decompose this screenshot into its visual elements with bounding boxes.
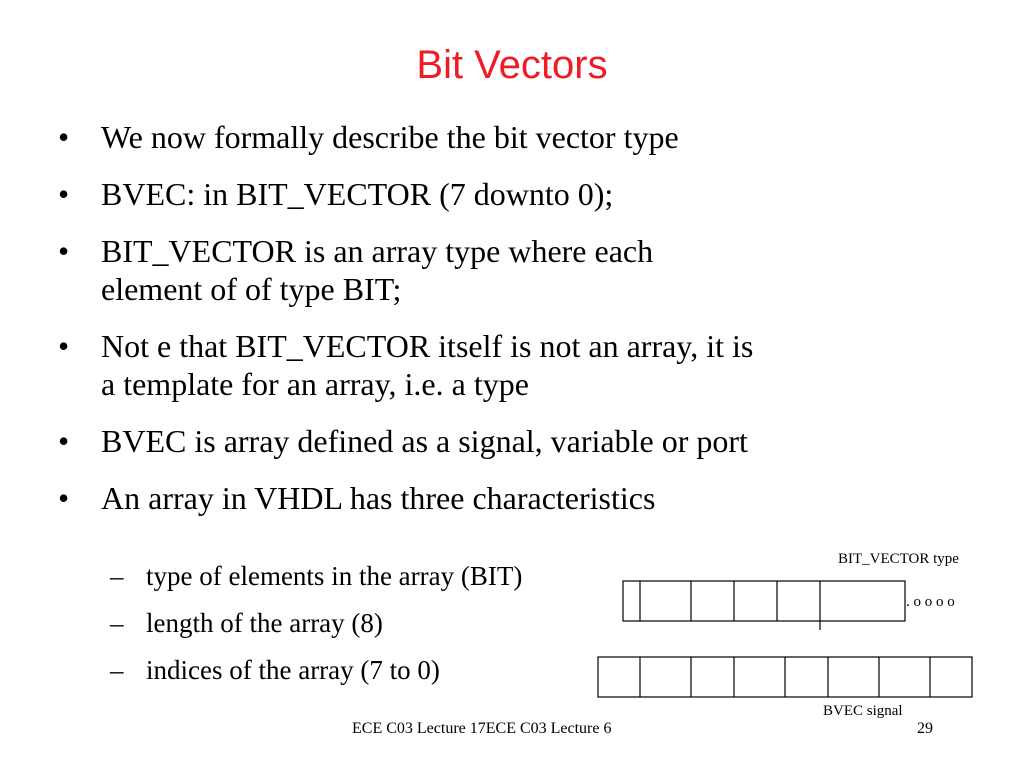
bullet-item [58, 479, 958, 517]
sub-bullet-text: indices of the array (7 to 0) [146, 655, 440, 685]
slide-title: Bit Vectors [416, 43, 608, 87]
type-template-row [623, 581, 905, 630]
bit-vector-diagram [590, 540, 1010, 725]
bullet-text: We now formally describe the bit vector type [101, 119, 679, 155]
bullet-marker: • [58, 423, 70, 459]
sub-bullet-item [100, 606, 522, 640]
dash-marker: – [110, 608, 124, 638]
ellipsis-text: . o o o o [906, 594, 955, 610]
bullet-marker: • [58, 328, 70, 364]
signal-label: BVEC signal [823, 703, 903, 719]
dash-marker: – [110, 655, 124, 685]
sub-bullet-container [100, 559, 522, 700]
bullet-text: Not e that BIT_VECTOR itself is not an array, it is [101, 328, 754, 364]
sub-bullet-item [100, 559, 522, 593]
bullet-marker: • [58, 480, 70, 516]
bullet-text: BVEC: in BIT_VECTOR (7 downto 0); [101, 176, 614, 212]
bullet-item [58, 422, 958, 460]
bullet-text: BVEC is array defined as a signal, variable or port [101, 423, 748, 459]
bullet-list [58, 118, 958, 536]
type-label: BIT_VECTOR type [838, 551, 959, 567]
bullet-text-continued: element of of type BIT; [101, 271, 402, 307]
bullet-item [58, 232, 958, 308]
bullet-marker: • [58, 119, 70, 155]
sub-bullet-list [100, 559, 522, 687]
sub-bullet-item [100, 653, 522, 687]
footer-page-number: 29 [917, 720, 933, 737]
bullet-item [58, 327, 958, 403]
bullet-item [58, 118, 958, 156]
bullet-marker: • [58, 233, 70, 269]
bullet-text-continued: a template for an array, i.e. a type [101, 366, 529, 402]
bullet-marker: • [58, 176, 70, 212]
bullet-text: An array in VHDL has three characteristics [101, 480, 656, 516]
bullet-item [58, 175, 958, 213]
dash-marker: – [110, 561, 124, 591]
type-row-outline [623, 581, 905, 621]
signal-array-row [598, 657, 972, 697]
sub-bullet-text: type of elements in the array (BIT) [146, 561, 523, 591]
footer-course: ECE C03 Lecture 17ECE C03 Lecture 6 [352, 720, 612, 737]
bullet-text: BIT_VECTOR is an array type where each [101, 233, 654, 269]
sub-bullet-text: length of the array (8) [146, 608, 383, 638]
